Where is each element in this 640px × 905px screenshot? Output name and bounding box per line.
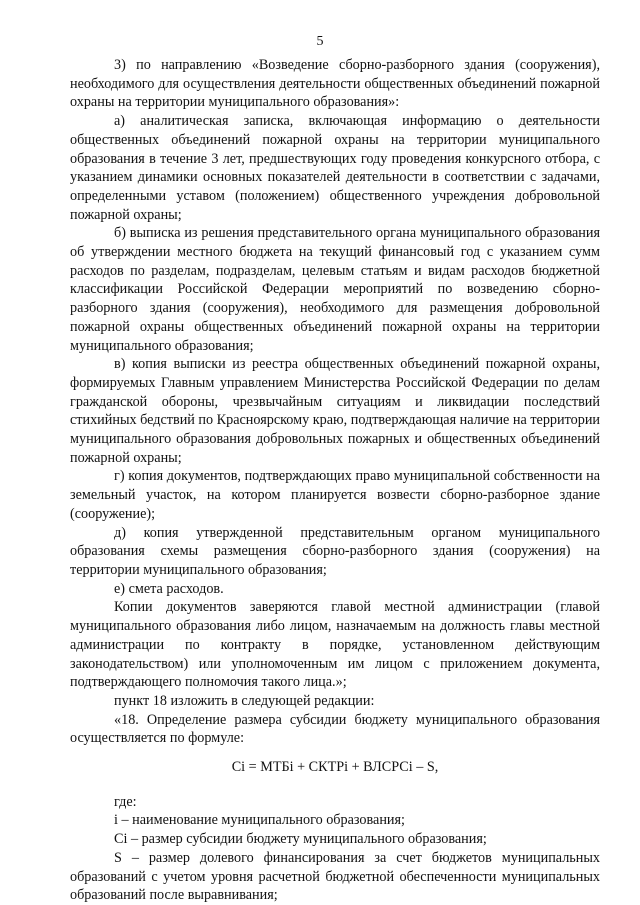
subsidy-formula: Ci = МТБi + СКТРi + ВЛСРСi – S, (231, 759, 439, 776)
definition-i: i – наименование муниципального образования; (114, 812, 405, 829)
document-body (70, 56, 600, 905)
definition-s: S – размер долевого финансирования за счет бюджетов муниципальных образований с учетом уровня расчетной бюджетной обеспеченности муниципальных образований после выравнивания; (70, 849, 600, 904)
paragraph-point-18: «18. Определение размера субсидии бюджету муниципального образования осуществляется по формуле: (70, 711, 600, 747)
paragraph-point-18-intro: пункт 18 изложить в следующей редакции: (114, 692, 375, 709)
paragraph-copies-certification: Копии документов заверяются главой местной администрации (главой муниципального образования либо лицом, назначаемым на должность главы местной администрации по контракту в порядке, установленном действующим законодательством) или уполномоченным им лицом с приложением документа, подтверждающего полномочия такого лица.»; (70, 599, 600, 691)
definition-ci: Ci – размер субсидии бюджету муниципального образования; (114, 831, 487, 848)
paragraph-subitem-g: г) копия документов, подтверждающих право муниципальной собственности на земельный участок, на котором планируется возвести сборно-разборное здание (сооружение); (70, 468, 600, 522)
paragraph-subitem-d: д) копия утвержденной представительным органом муниципального образования схемы размещения сборно-разборного здания (сооружения) на территории муниципального образования; (70, 524, 600, 578)
paragraph-subitem-v: в) копия выписки из реестра общественных объединений пожарной охраны, формируемых Главным управлением Министерства Российской Федерации по делам гражданской обороны, чрезвычайным ситуациям и ликвидации последствий стихийных бедствий по Красноярскому краю, подтверждающая наличие на территории муниципального образования добровольных пожарных и общественных объединений пожарной охраны; (70, 356, 600, 466)
paragraph-subitem-a: а) аналитическая записка, включающая информацию о деятельности общественных объединений пожарной охраны на территории муниципального образования в течение 3 лет, предшествующих году проведения конкурсного отбора, с указанием динамики основных показателей деятельности в соответствии с задачами, определенными уставом (положением) общественного учреждения добровольной пожарной охраны; (70, 113, 600, 223)
paragraph-item-3: 3) по направлению «Возведение сборно-разборного здания (сооружения), необходимого для осуществления деятельности общественных объединений пожарной охраны на территории муниципального образования»: (70, 57, 600, 111)
where-label: где: (114, 793, 137, 810)
paragraph-subitem-b: б) выписка из решения представительного органа муниципального образования об утверждении местного бюджета на текущий финансовый год с указанием сумм расходов по разделам, подразделам, целевым статьям и видам расходов бюджетной классификации Российской Федерации мероприятий по возведению сборно-разборного здания (сооружения), необходимого для размещения добровольной пожарной охраны общественных объединений пожарной охраны на территории муниципального образования; (70, 225, 600, 354)
paragraph-subitem-e: е) смета расходов. (114, 580, 224, 597)
page-number: 5 (316, 34, 324, 49)
